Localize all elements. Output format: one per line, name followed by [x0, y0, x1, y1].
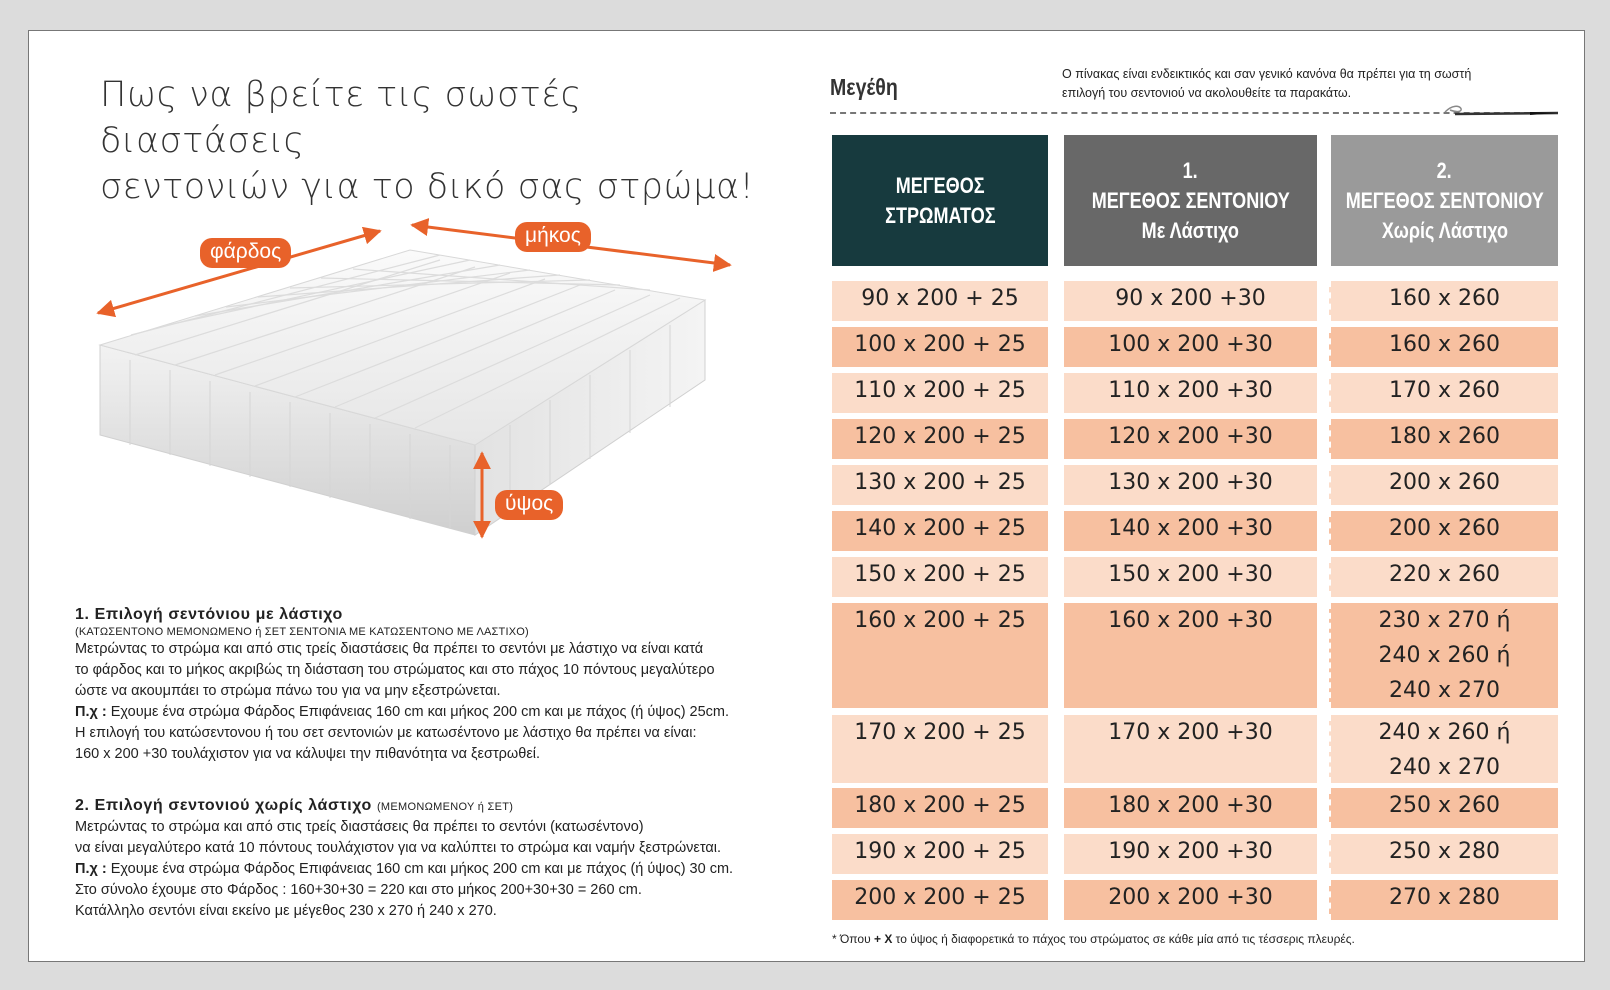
table-row	[832, 419, 1560, 459]
height-label: ύψος	[495, 490, 563, 520]
section2-line: Μετρώντας το στρώμα και από στις τρείς διαστάσεις θα πρέπει το σεντόνι (κατωσέντονο)	[75, 819, 644, 835]
mattress-size-cell: 170 x 200 + 25	[832, 715, 1048, 783]
mattress-size-cell: 100 x 200 + 25	[832, 327, 1048, 367]
mattress-size-cell: 140 x 200 + 25	[832, 511, 1048, 551]
flat-size-cell: 240 x 260 ή 240 x 270	[1329, 715, 1558, 783]
fitted-size-cell: 180 x 200 +30	[1064, 788, 1317, 828]
table-row	[832, 281, 1560, 321]
fitted-size-cell: 120 x 200 +30	[1064, 419, 1317, 459]
table-row	[832, 715, 1560, 783]
flat-size-cell: 250 x 260	[1329, 788, 1558, 828]
mattress-size-cell: 180 x 200 + 25	[832, 788, 1048, 828]
section1-line: 160 x 200 +30 τουλάχιστον για να κάλυψει την πιθανότητα να ξεστρωθεί.	[75, 746, 541, 762]
table-row	[832, 465, 1560, 505]
section-flat-sheet	[75, 796, 835, 922]
flat-size-cell: 170 x 260	[1329, 373, 1558, 413]
section1-line: ώστε να ακουμπάει το στρώμα πάνω του για να μην εξεστρώνεται.	[75, 683, 501, 699]
mattress-size-cell: 200 x 200 + 25	[832, 880, 1048, 920]
header-flat-sheet: 2. ΜΕΓΕΘΟΣ ΣΕΝΤΟΝΙΟΥ Χωρίς Λάστιχο	[1331, 135, 1558, 266]
width-label: φάρδος	[200, 238, 291, 268]
header-mattress-size: ΜΕΓΕΘΟΣ ΣΤΡΩΜΑΤΟΣ	[832, 135, 1048, 266]
fitted-size-cell: 110 x 200 +30	[1064, 373, 1317, 413]
mattress-size-cell: 150 x 200 + 25	[832, 557, 1048, 597]
fitted-size-cell: 150 x 200 +30	[1064, 557, 1317, 597]
flat-size-cell: 160 x 260	[1329, 281, 1558, 321]
section1-heading: 1. Επιλογή σεντόνιου με λάστιχο	[75, 606, 343, 623]
fitted-size-cell: 130 x 200 +30	[1064, 465, 1317, 505]
table-row	[832, 327, 1560, 367]
mattress-size-cell: 130 x 200 + 25	[832, 465, 1048, 505]
flat-size-cell: 200 x 260	[1329, 465, 1558, 505]
section2-example: Π.χ : Εχουμε ένα στρώμα Φάρδος Επιφάνειας 160 cm και μήκος 200 cm και με πάχος (ή ύψος) 30 cm.	[75, 861, 734, 877]
fitted-size-cell: 100 x 200 +30	[1064, 327, 1317, 367]
table-row	[832, 511, 1560, 551]
flat-size-cell: 250 x 280	[1329, 834, 1558, 874]
mattress-size-cell: 90 x 200 + 25	[832, 281, 1048, 321]
length-label: μήκος	[515, 222, 591, 252]
section1-line: το φάρδος και το μήκος ακριβώς τη διάσταση του στρώματος και στο πάχος 10 πόντους μεγαλύτερο	[75, 662, 715, 678]
flat-size-cell: 160 x 260	[1329, 327, 1558, 367]
table-row	[832, 603, 1560, 708]
fitted-size-cell: 160 x 200 +30	[1064, 603, 1317, 708]
section2-heading: 2. Επιλογή σεντονιού χωρίς λάστιχο (ΜΕΜΟΝΩΜΕΝΟΥ ή ΣΕΤ)	[75, 797, 514, 814]
section2-line: να είναι μεγαλύτερο κατά 10 πόντους τουλάχιστον για να καλύπτει το στρώμα και ναμήν ξεστρώνεται.	[75, 840, 722, 856]
section1-line: Η επιλογή του κατώσεντονου ή του σετ σεντονιών με κατωσέντονο με λάστιχο θα πρέπει να είναι:	[75, 725, 697, 741]
title-line-2: σεντονιών για το δικό σας στρώμα!	[100, 167, 755, 207]
fitted-size-cell: 90 x 200 +30	[1064, 281, 1317, 321]
mattress-illustration	[80, 205, 780, 575]
table-row	[832, 834, 1560, 874]
fitted-size-cell: 140 x 200 +30	[1064, 511, 1317, 551]
section1-subheading: (ΚΑΤΩΣΕΝΤΟΝΟ ΜΕΜΟΝΩΜΕΝΟ ή ΣΕΤ ΣΕΝΤΟΝΙΑ ΜΕ ΚΑΤΩΣΕΝΤΟΝΟ ΜΕ ΛΑΣΤΙΧΟ)	[75, 626, 529, 638]
footnote: * Όπου + X το ύψος ή διαφορετικά το πάχος του στρώματος σε κάθε μία από τις τέσσερις πλευρές.	[832, 932, 1355, 946]
table-row	[832, 880, 1560, 920]
flat-size-cell: 180 x 260	[1329, 419, 1558, 459]
needle-icon	[1440, 92, 1560, 122]
page-title	[100, 72, 780, 210]
mattress-size-cell: 160 x 200 + 25	[832, 603, 1048, 708]
table-note: Ο πίνακας είναι ενδεικτικός και σαν γενικό κανόνα θα πρέπει για τη σωστή επιλογή του σεντονιού να ακολουθείτε τα παρακάτω.	[1062, 67, 1472, 100]
mattress-size-cell: 120 x 200 + 25	[832, 419, 1048, 459]
flat-size-cell: 230 x 270 ή 240 x 260 ή 240 x 270	[1329, 603, 1558, 708]
section-fitted-sheet	[75, 605, 835, 765]
mattress-size-cell: 190 x 200 + 25	[832, 834, 1048, 874]
fitted-size-cell: 200 x 200 +30	[1064, 880, 1317, 920]
fitted-size-cell: 170 x 200 +30	[1064, 715, 1317, 783]
table-row	[832, 788, 1560, 828]
table-row	[832, 557, 1560, 597]
header-fitted-sheet: 1. ΜΕΓΕΘΟΣ ΣΕΝΤΟΝΙΟΥ Με Λάστιχο	[1064, 135, 1317, 266]
section2-line: Στο σύνολο έχουμε στο Φάρδος : 160+30+30 = 220 και στο μήκος 200+30+30 = 260 cm.	[75, 882, 642, 898]
title-line-1: Πως να βρείτε τις σωστές διαστάσεις	[100, 75, 582, 161]
flat-size-cell: 270 x 280	[1329, 880, 1558, 920]
table-row	[832, 373, 1560, 413]
flat-size-cell: 220 x 260	[1329, 557, 1558, 597]
mattress-size-cell: 110 x 200 + 25	[832, 373, 1048, 413]
fitted-size-cell: 190 x 200 +30	[1064, 834, 1317, 874]
section2-line: Κατάλληλο σεντόνι είναι εκείνο με μέγεθος 230 x 270 ή 240 x 270.	[75, 903, 497, 919]
section1-line: Μετρώντας το στρώμα και από στις τρείς διαστάσεις θα πρέπει το σεντόνι με λάστιχο να είναι κατά	[75, 641, 704, 657]
section1-example: Π.χ : Εχουμε ένα στρώμα Φάρδος Επιφάνειας 160 cm και μήκος 200 cm και με πάχος (ή ύψος) 25cm.	[75, 704, 730, 720]
divider	[830, 112, 1530, 114]
sizes-title: Μεγέθη	[830, 74, 898, 100]
flat-size-cell: 200 x 260	[1329, 511, 1558, 551]
